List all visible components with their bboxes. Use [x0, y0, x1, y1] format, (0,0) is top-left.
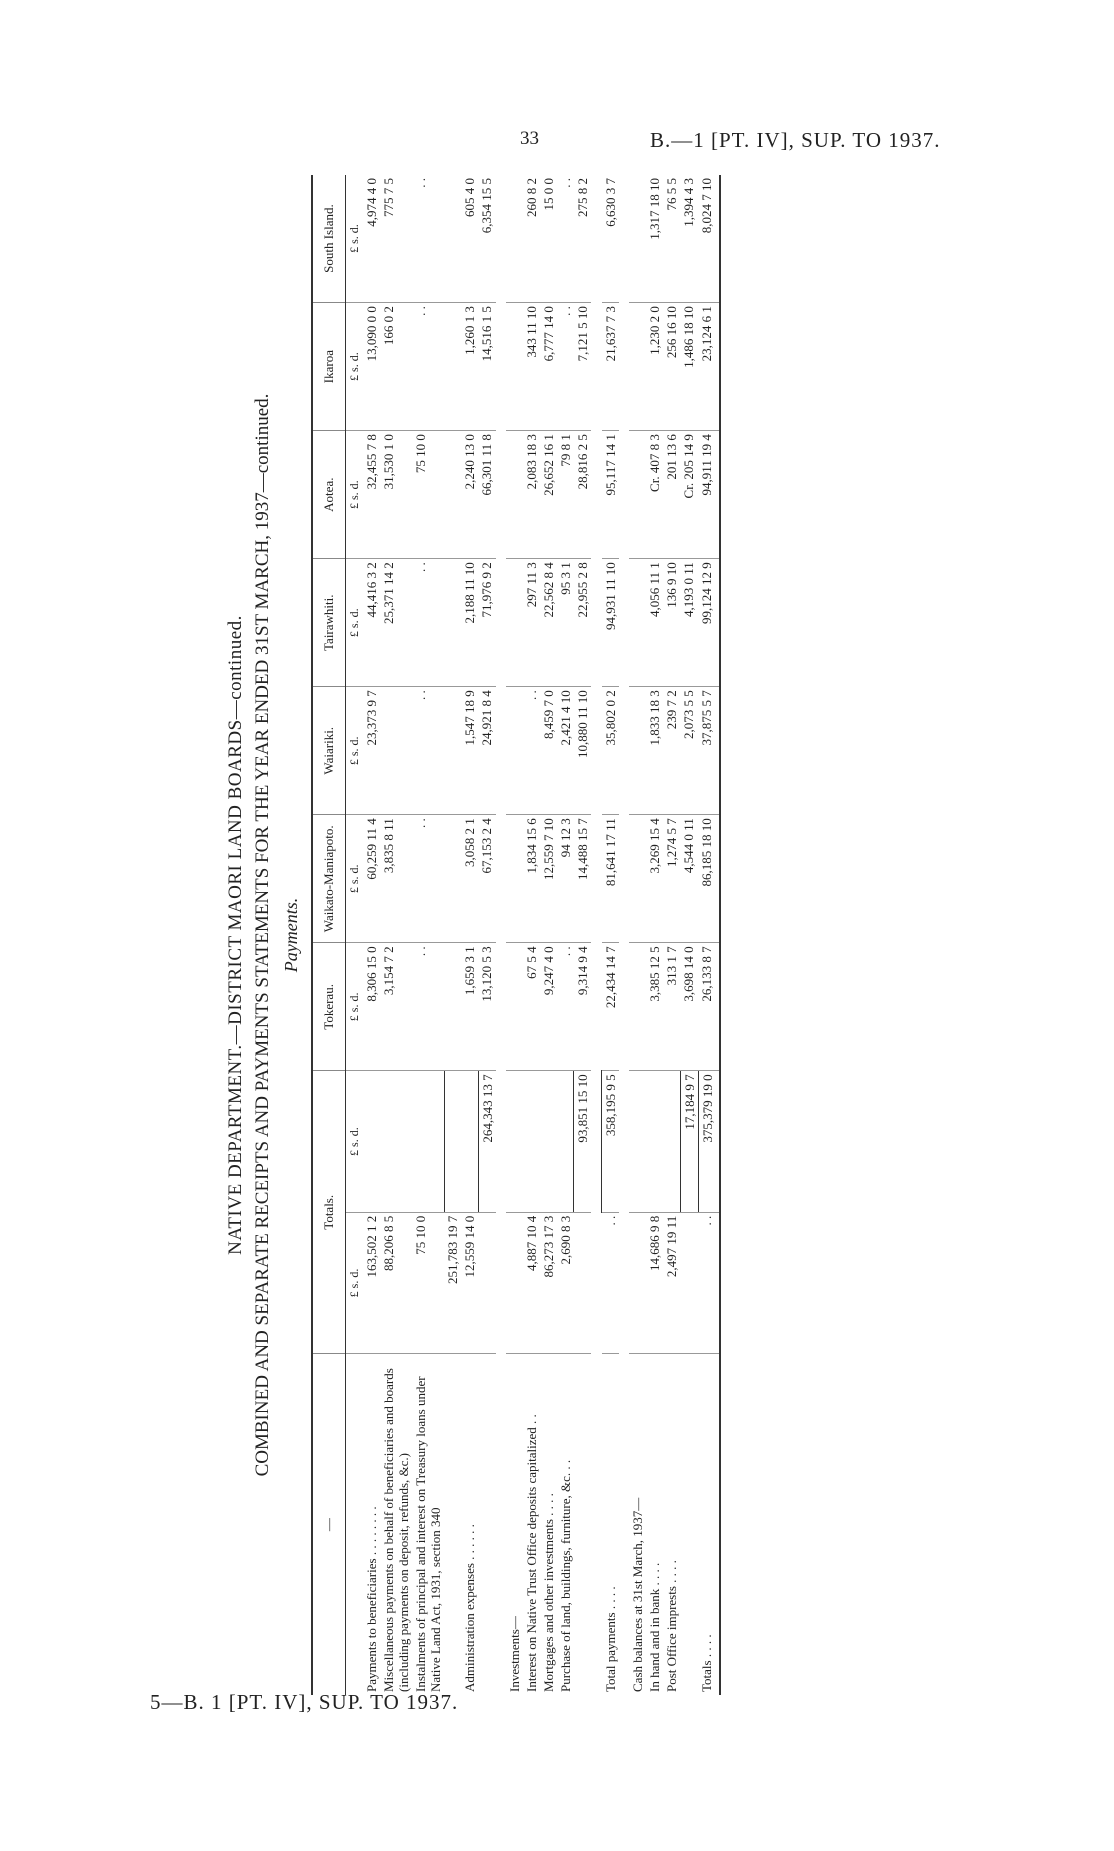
board-amount-cell: 4,056 11 1 [646, 559, 663, 687]
board-amount-cell [629, 175, 646, 303]
table-row [506, 175, 523, 1695]
table-row [523, 175, 540, 1695]
row-label [478, 1354, 496, 1695]
board-amount-cell: 2,188 11 10 [461, 559, 478, 687]
board-amount-cell: 28,816 2 5 [574, 431, 592, 559]
board-amount-cell [444, 175, 461, 303]
col-waikato-maniapoto: Waikato-Maniapoto. [312, 815, 346, 943]
totals-detail-cell: 4,887 10 4 [523, 1212, 540, 1353]
board-amount-cell: 1,486 18 10 [680, 303, 698, 431]
board-amount-cell [506, 687, 523, 815]
board-amount-cell: 3,058 2 1 [461, 815, 478, 943]
table-row [698, 175, 720, 1695]
board-amount-cell [444, 431, 461, 559]
rotated-statement [223, 175, 853, 1695]
board-amount-cell: 4,193 0 11 [680, 559, 698, 687]
board-amount-cell [506, 175, 523, 303]
table-row [412, 175, 444, 1695]
board-amount-cell: 8,024 7 10 [698, 175, 720, 303]
board-amount-cell: 343 11 10 [523, 303, 540, 431]
totals-sum-cell [506, 1071, 523, 1212]
row-label: Post Office imprests . . . . [664, 1560, 679, 1692]
title-payments: Payments. [281, 897, 301, 973]
totals-detail-cell: . . [602, 1212, 620, 1353]
row-label [444, 1354, 461, 1695]
board-amount-cell: . . [412, 175, 444, 303]
row-label [574, 1354, 592, 1695]
header-row [312, 175, 346, 1695]
board-amount-cell: . . [557, 175, 574, 303]
totals-detail-cell [680, 1212, 698, 1353]
board-amount-cell: 7,121 5 10 [574, 303, 592, 431]
board-amount-cell: 4,974 4 0 [363, 175, 380, 303]
table-row [478, 175, 496, 1695]
title-statement: COMBINED AND SEPARATE RECEIPTS AND PAYMENTS STATEMENTS FOR THE YEAR ENDED 31ST MARCH, 1937—continued. [252, 393, 273, 1477]
totals-sum-cell [629, 1071, 646, 1212]
col-waiariki: Waiariki. [312, 687, 346, 815]
board-amount-cell: 21,637 7 3 [602, 303, 620, 431]
table-row [380, 175, 412, 1695]
board-amount-cell: 4,544 0 11 [680, 815, 698, 943]
board-amount-cell: 79 8 1 [557, 431, 574, 559]
table-row [629, 175, 646, 1695]
board-amount-cell: 1,833 18 3 [646, 687, 663, 815]
row-label: In hand and in bank . . . . [647, 1562, 662, 1692]
totals-detail-cell: 163,502 1 2 [363, 1212, 380, 1353]
board-amount-cell [629, 303, 646, 431]
row-label: Interest on Native Trust Office deposits capitalized . . [523, 1414, 539, 1692]
board-amount-cell: . . [523, 687, 540, 815]
board-amount-cell: 37,875 5 7 [698, 687, 720, 815]
table-row [540, 175, 557, 1695]
col-ikaroa: Ikaroa [312, 303, 346, 431]
board-amount-cell: . . [412, 687, 444, 815]
board-amount-cell: . . [557, 303, 574, 431]
row-label: Purchase of land, buildings, furniture, &c. . . [557, 1459, 573, 1692]
board-amount-cell: 136 9 10 [663, 559, 680, 687]
units-row [346, 175, 364, 1695]
board-amount-cell: 605 4 0 [461, 175, 478, 303]
units-cell: £ s. d. [346, 559, 364, 687]
table-row [363, 175, 380, 1695]
board-amount-cell: 67 5 4 [523, 943, 540, 1071]
board-amount-cell: 239 7 2 [663, 687, 680, 815]
board-amount-cell: 26,652 16 1 [540, 431, 557, 559]
board-amount-cell: 76 5 5 [663, 175, 680, 303]
col-south-island: South Island. [312, 175, 346, 303]
board-amount-cell [444, 559, 461, 687]
board-amount-cell: 71,976 9 2 [478, 559, 496, 687]
totals-detail-cell [629, 1212, 646, 1353]
board-amount-cell: 95 3 1 [557, 559, 574, 687]
col-tokerau: Tokerau. [312, 943, 346, 1071]
board-amount-cell: 75 10 0 [412, 431, 444, 559]
board-amount-cell: 22,562 8 4 [540, 559, 557, 687]
totals-detail-cell [506, 1212, 523, 1353]
col-aotea: Aotea. [312, 431, 346, 559]
totals-sum-cell [444, 1071, 461, 1212]
row-label: Cash balances at 31st March, 1937— [630, 1497, 645, 1692]
board-amount-cell [506, 431, 523, 559]
board-amount-cell: 1,394 4 3 [680, 175, 698, 303]
board-amount-cell: 35,802 0 2 [602, 687, 620, 815]
board-amount-cell [506, 559, 523, 687]
board-amount-cell [380, 687, 412, 815]
board-amount-cell [444, 687, 461, 815]
row-label: Miscellaneous payments on behalf of beneficiaries and boards (including payments on deposit, refunds, &c.) [381, 1368, 411, 1692]
totals-sum-cell [363, 1071, 380, 1212]
totals-sum-cell: 375,379 19 0 [698, 1071, 720, 1212]
board-amount-cell: Cr. 407 8 3 [646, 431, 663, 559]
board-amount-cell: 44,416 3 2 [363, 559, 380, 687]
board-amount-cell: 31,530 1 0 [380, 431, 412, 559]
totals-detail-cell: 12,559 14 0 [461, 1212, 478, 1353]
totals-sum-cell [523, 1071, 540, 1212]
row-label: Administration expenses . . . . . . [462, 1524, 477, 1692]
board-amount-cell: 2,240 13 0 [461, 431, 478, 559]
page-number: 33 [520, 128, 539, 149]
totals-sum-cell [663, 1071, 680, 1212]
table-row [602, 175, 620, 1695]
board-amount-cell: 32,455 7 8 [363, 431, 380, 559]
board-amount-cell: 25,371 14 2 [380, 559, 412, 687]
totals-detail-cell: 251,783 19 7 [444, 1212, 461, 1353]
board-amount-cell: 2,073 5 5 [680, 687, 698, 815]
board-amount-cell: 13,120 5 3 [478, 943, 496, 1071]
totals-detail-cell: 86,273 17 3 [540, 1212, 557, 1353]
board-amount-cell: 94,931 11 10 [602, 559, 620, 687]
units-cell: £ s. d. [346, 303, 364, 431]
board-amount-cell: 166 0 2 [380, 303, 412, 431]
board-amount-cell: 23,373 9 7 [363, 687, 380, 815]
board-amount-cell: . . [412, 815, 444, 943]
board-amount-cell: 94,911 19 4 [698, 431, 720, 559]
board-amount-cell: 775 7 5 [380, 175, 412, 303]
board-amount-cell: 1,659 3 1 [461, 943, 478, 1071]
board-amount-cell: 3,385 12 5 [646, 943, 663, 1071]
board-amount-cell: 12,559 7 10 [540, 815, 557, 943]
board-amount-cell: 1,274 5 7 [663, 815, 680, 943]
board-amount-cell: 14,516 1 5 [478, 303, 496, 431]
totals-detail-cell: . . [698, 1212, 720, 1353]
row-label: Total payments . . . . [602, 1586, 618, 1692]
board-amount-cell: 256 16 10 [663, 303, 680, 431]
totals-sum-cell: 93,851 15 10 [574, 1071, 592, 1212]
board-amount-cell: Cr. 205 14 9 [680, 431, 698, 559]
row-label: Instalments of principal and interest on Treasury loans under Native Land Act, 1931, section 340 [413, 1376, 443, 1692]
board-amount-cell: 81,641 17 11 [602, 815, 620, 943]
board-amount-cell [629, 687, 646, 815]
board-amount-cell: 26,133 8 7 [698, 943, 720, 1071]
board-amount-cell: 8,306 15 0 [363, 943, 380, 1071]
board-amount-cell: 3,269 15 4 [646, 815, 663, 943]
board-amount-cell: 23,124 6 1 [698, 303, 720, 431]
title-department: NATIVE DEPARTMENT.—DISTRICT MAORI LAND BOARDS—continued. [225, 615, 246, 1255]
totals-sum-cell: 264,343 13 7 [478, 1071, 496, 1212]
board-amount-cell: 1,547 18 9 [461, 687, 478, 815]
board-amount-cell: 1,230 2 0 [646, 303, 663, 431]
board-amount-cell: 6,777 14 0 [540, 303, 557, 431]
board-amount-cell: 6,630 3 7 [602, 175, 620, 303]
row-label: Investments— [506, 1616, 522, 1692]
board-amount-cell [444, 303, 461, 431]
board-amount-cell [629, 815, 646, 943]
board-amount-cell [444, 815, 461, 943]
board-amount-cell: 94 12 3 [557, 815, 574, 943]
board-amount-cell: 297 11 3 [523, 559, 540, 687]
board-amount-cell [629, 431, 646, 559]
board-amount-cell: 313 1 7 [663, 943, 680, 1071]
row-label: Totals . . . . [698, 1354, 720, 1695]
board-amount-cell: 9,314 9 4 [574, 943, 592, 1071]
footer-reference: 5—B. 1 [PT. IV], SUP. TO 1937. [150, 1690, 459, 1714]
board-amount-cell: . . [557, 943, 574, 1071]
board-amount-cell: 2,421 4 10 [557, 687, 574, 815]
table-row [557, 175, 574, 1695]
totals-detail-cell: 14,686 9 8 [646, 1212, 663, 1353]
board-amount-cell: 15 0 0 [540, 175, 557, 303]
board-amount-cell: 67,153 2 4 [478, 815, 496, 943]
col-description: — [312, 1354, 346, 1695]
board-amount-cell [506, 303, 523, 431]
units-cell: £ s. d. [346, 943, 364, 1071]
board-amount-cell: 22,434 14 7 [602, 943, 620, 1071]
board-amount-cell: . . [412, 303, 444, 431]
units-cell: £ s. d. [346, 687, 364, 815]
board-amount-cell: 1,260 1 3 [461, 303, 478, 431]
totals-detail-cell: 75 10 0 [412, 1212, 444, 1353]
totals-sum-cell [540, 1071, 557, 1212]
totals-sum-cell [380, 1071, 412, 1212]
board-amount-cell: 8,459 7 0 [540, 687, 557, 815]
totals-sum-cell [412, 1071, 444, 1212]
board-amount-cell: 3,154 7 2 [380, 943, 412, 1071]
board-amount-cell: . . [412, 559, 444, 687]
board-amount-cell: 6,354 15 5 [478, 175, 496, 303]
row-label [680, 1354, 698, 1695]
units-cell: £ s. d. [346, 431, 364, 559]
board-amount-cell: 60,259 11 4 [363, 815, 380, 943]
board-amount-cell [506, 815, 523, 943]
col-tairawhiti: Tairawhiti. [312, 559, 346, 687]
board-amount-cell: . . [412, 943, 444, 1071]
board-amount-cell: 22,955 2 8 [574, 559, 592, 687]
totals-sum-cell [646, 1071, 663, 1212]
board-amount-cell: 86,185 18 10 [698, 815, 720, 943]
board-amount-cell: 99,124 12 9 [698, 559, 720, 687]
board-amount-cell: 95,117 14 1 [602, 431, 620, 559]
board-amount-cell [444, 943, 461, 1071]
page-reference: B.—1 [PT. IV], SUP. TO 1937. [650, 128, 941, 152]
board-amount-cell: 3,698 14 0 [680, 943, 698, 1071]
table-row [646, 175, 663, 1695]
board-amount-cell: 1,317 18 10 [646, 175, 663, 303]
units-cell: £ s. d. [346, 175, 364, 303]
table-row [574, 175, 592, 1695]
totals-detail-cell: 2,690 8 3 [557, 1212, 574, 1353]
board-amount-cell: 9,247 4 0 [540, 943, 557, 1071]
board-amount-cell [629, 559, 646, 687]
board-amount-cell: 1,834 15 6 [523, 815, 540, 943]
table-row [461, 175, 478, 1695]
totals-sum-cell: 358,195 9 5 [602, 1071, 620, 1212]
board-amount-cell: 2,083 18 3 [523, 431, 540, 559]
units-cell: £ s. d. [346, 815, 364, 943]
table-row [444, 175, 461, 1695]
units-cell: £ s. d. [346, 1071, 364, 1212]
totals-detail-cell [574, 1212, 592, 1353]
board-amount-cell [506, 943, 523, 1071]
board-amount-cell: 66,301 11 8 [478, 431, 496, 559]
board-amount-cell: 260 8 2 [523, 175, 540, 303]
totals-detail-cell: 2,497 19 11 [663, 1212, 680, 1353]
totals-detail-cell: 88,206 8 5 [380, 1212, 412, 1353]
table-row [680, 175, 698, 1695]
table-row [663, 175, 680, 1695]
totals-detail-cell [478, 1212, 496, 1353]
col-totals: Totals. [312, 1071, 346, 1354]
units-cell: £ s. d. [346, 1212, 364, 1353]
board-amount-cell: 275 8 2 [574, 175, 592, 303]
totals-sum-cell [461, 1071, 478, 1212]
row-label: Mortgages and other investments . . . . [540, 1493, 556, 1692]
board-amount-cell: 14,488 15 7 [574, 815, 592, 943]
board-amount-cell: 10,880 11 10 [574, 687, 592, 815]
board-amount-cell: 24,921 8 4 [478, 687, 496, 815]
board-amount-cell: 3,835 8 11 [380, 815, 412, 943]
row-label: Payments to beneficiaries . . . . . . . . [364, 1506, 379, 1692]
board-amount-cell [629, 943, 646, 1071]
totals-sum-cell [557, 1071, 574, 1212]
totals-sum-cell: 17,184 9 7 [680, 1071, 698, 1212]
board-amount-cell: 13,090 0 0 [363, 303, 380, 431]
payments-table [311, 175, 721, 1695]
board-amount-cell: 201 13 6 [663, 431, 680, 559]
